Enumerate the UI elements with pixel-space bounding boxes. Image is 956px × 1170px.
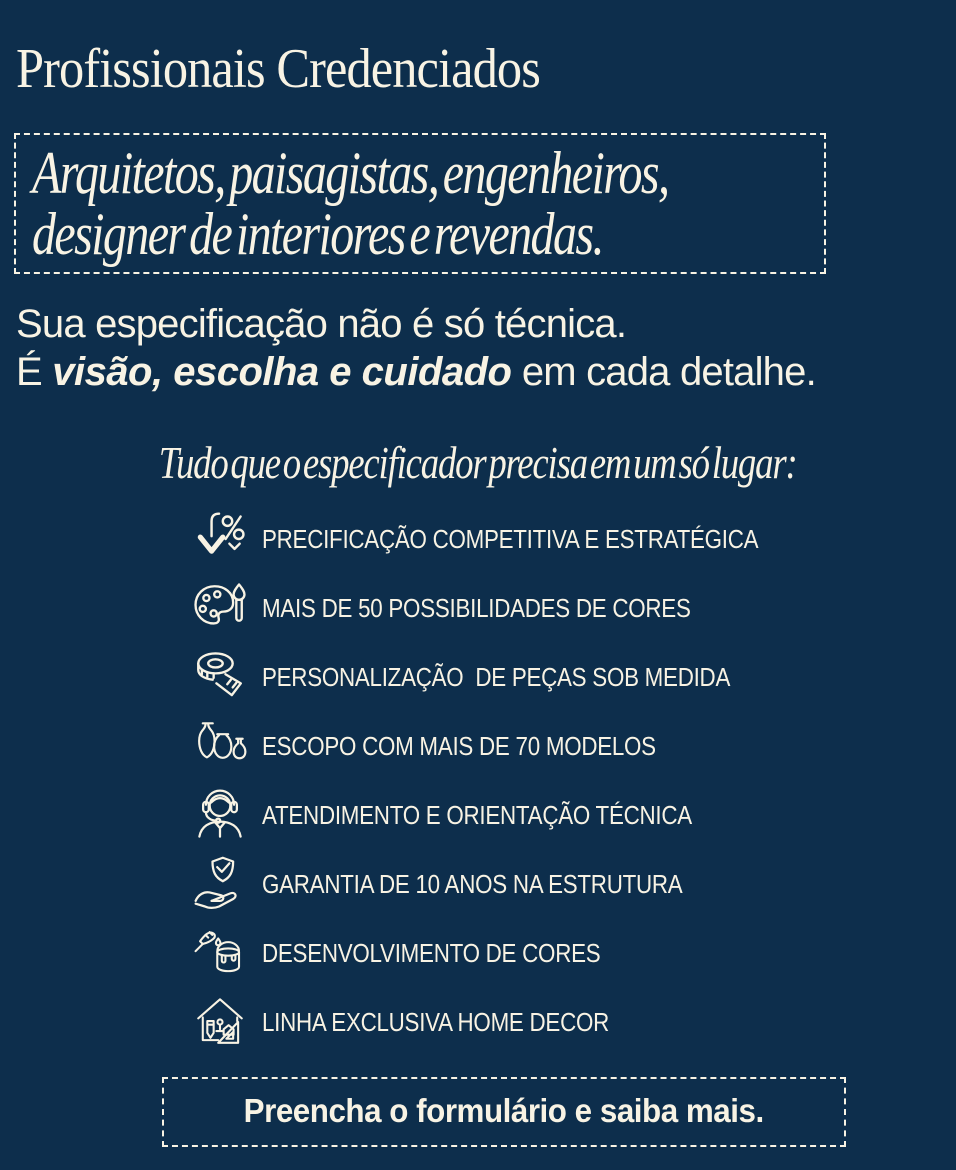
cta-label: Preencha o formulário e saiba mais.: [243, 1091, 765, 1129]
page-title-text: Profissionais Credenciados: [16, 38, 540, 100]
audience-line-1: Arquitetos, paisagistas, engenheiros,: [32, 139, 669, 206]
intro-paragraph: [16, 300, 956, 396]
benefit-label: LINHA EXCLUSIVA HOME DECOR: [262, 1006, 610, 1037]
home-decor-tools-icon: [188, 993, 252, 1051]
benefit-item-home-decor: [188, 988, 956, 1057]
intro-line-1: Sua especificação não é só técnica.: [16, 301, 627, 346]
benefit-label: GARANTIA DE 10 ANOS NA ESTRUTURA: [262, 868, 683, 899]
benefit-item-custom-sizes: [188, 643, 956, 712]
headset-support-icon: [188, 783, 252, 847]
benefits-list: [188, 505, 956, 1057]
benefit-item-support: [188, 781, 956, 850]
page-title: [16, 40, 956, 99]
list-heading-text: Tudo que o especificador precisa em um só lugar:: [159, 436, 797, 488]
shield-hand-icon: [188, 854, 252, 914]
percent-arrow-down-icon: [188, 506, 252, 572]
benefit-item-pricing: [188, 505, 956, 574]
benefit-label: ATENDIMENTO E ORIENTAÇÃO TÉCNICA: [262, 799, 692, 830]
cta-box[interactable]: [162, 1077, 846, 1147]
benefit-item-warranty: [188, 850, 956, 919]
paint-bucket-brush-icon: [188, 922, 252, 984]
audience-line-2: designer de interiores e revendas.: [32, 200, 603, 267]
benefit-label: MAIS DE 50 POSSIBILIDADES DE CORES: [262, 592, 691, 623]
vases-icon: [188, 717, 252, 775]
benefit-item-models: [188, 712, 956, 781]
benefit-item-color-development: [188, 919, 956, 988]
benefit-label: ESCOPO COM MAIS DE 70 MODELOS: [262, 730, 656, 761]
palette-brush-icon: [188, 579, 252, 637]
audience-dashed-box: [14, 133, 826, 274]
benefit-label: DESENVOLVIMENTO DE CORES: [262, 937, 601, 968]
benefit-label: PERSONALIZAÇÃO DE PEÇAS SOB MEDIDA: [262, 661, 731, 692]
measuring-tape-icon: [188, 648, 252, 706]
benefit-item-colors: [188, 574, 956, 643]
intro-emphasis: visão, escolha e cuidado: [52, 349, 512, 394]
intro-line-2: É visão, escolha e cuidado em cada detalhe.: [16, 349, 816, 394]
list-heading: [0, 436, 956, 489]
benefit-label: PRECIFICAÇÃO COMPETITIVA E ESTRATÉGICA: [262, 523, 759, 554]
